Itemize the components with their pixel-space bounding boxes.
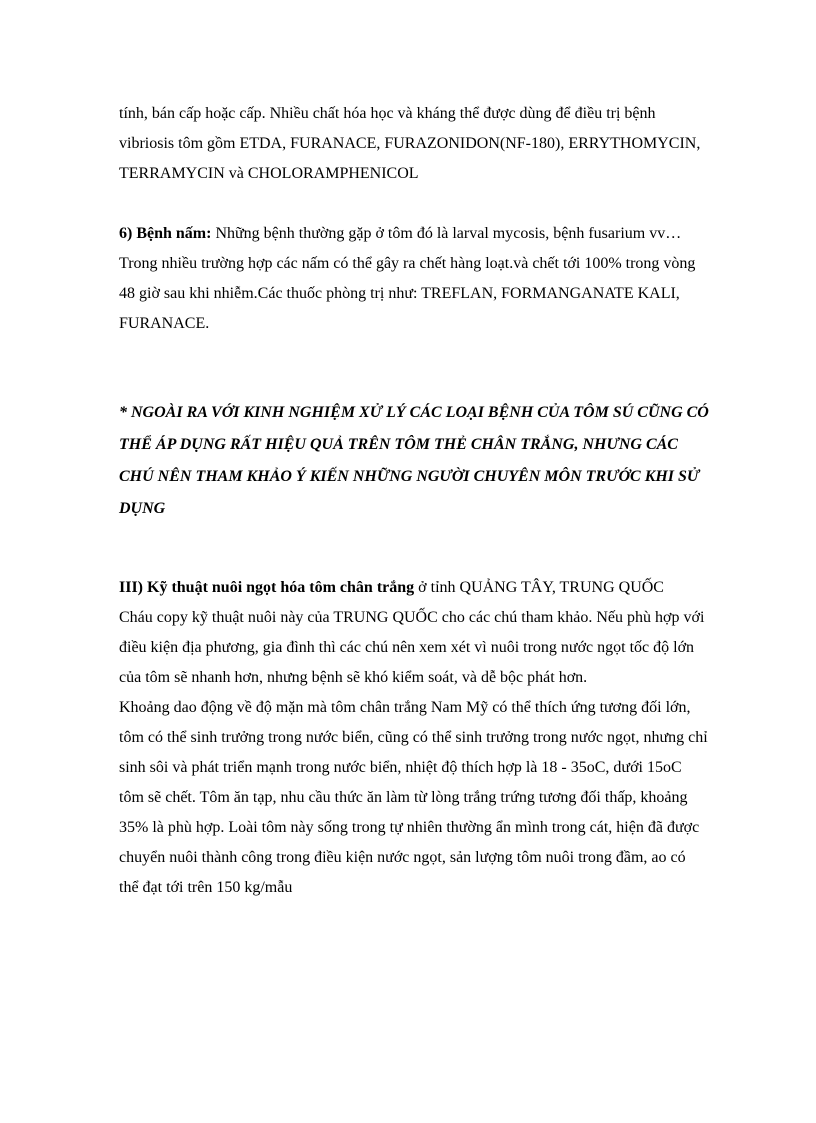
- section-3-title-rest: ở tỉnh QUẢNG TÂY, TRUNG QUỐC: [414, 579, 664, 596]
- section-3-title: III) Kỹ thuật nuôi ngọt hóa tôm chân trắng: [119, 579, 415, 596]
- note-paragraph: * NGOÀI RA VỚI KINH NGHIỆM XỬ LÝ CÁC LOẠI BỆNH CỦA TÔM SÚ CŨNG CÓ THỂ ÁP DỤNG RẤT HIỆU QUẢ TRÊN TÔM THẺ CHÂN TRẮNG, NHƯNG CÁC CHÚ NÊN THAM KHẢO Ý KIẾN NHỮNG NGƯỜI CHUYÊN MÔN TRƯỚC KHI SỬ DỤNG: [119, 404, 709, 517]
- spacer: [119, 525, 709, 573]
- spacer: [119, 189, 709, 219]
- section-3-paragraph-1: Cháu copy kỹ thuật nuôi này của TRUNG QUỐC cho các chú tham khảo. Nếu phù hợp với điều kiện địa phương, gia đình thì các chú nên xem xét vì nuôi trong nước ngọt tốc độ lớn của tôm sẽ nhanh hơn, nhưng bệnh sẽ khó kiểm soát, và dễ bộc phát hơn.: [119, 609, 705, 686]
- spacer: [119, 369, 709, 397]
- section-3-paragraph-2: Khoảng dao động về độ mặn mà tôm chân trắng Nam Mỹ có thể thích ứng tương đối lớn, tôm có thể sinh trưởng trong nước biển, cũng có thể sinh trưởng trong nước ngọt, nhưng chỉ sinh sôi và phát triển mạnh trong nước biển, nhiệt độ thích hợp là 18 - 35oC, dưới 15oC tôm sẽ chết. Tôm ăn tạp, nhu cầu thức ăn làm từ lòng trắng trứng tương đối thấp, khoảng 35% là phù hợp. Loài tôm này sống trong tự nhiên thường ẩn mình trong cát, hiện đã được chuyển nuôi thành công trong điều kiện nước ngọt, sản lượng tôm nuôi trong đầm, ao có thể đạt tới trên 150 kg/mẫu: [119, 699, 708, 896]
- fungal-disease-heading: 6) Bệnh nấm:: [119, 225, 212, 242]
- paragraph-fungal-disease: [119, 219, 709, 339]
- spacer: [119, 339, 709, 369]
- document-page: [119, 99, 709, 903]
- fungal-disease-text: Những bệnh thường gặp ở tôm đó là larval mycosis, bệnh fusarium vv…Trong nhiều trường hợp các nấm có thể gây ra chết hàng loạt.và chết tới 100% trong vòng 48 giờ sau khi nhiễm.Các thuốc phòng trị như: TREFLAN, FORMANGANATE KALI, FURANACE.: [119, 225, 696, 332]
- paragraph-vibriosis: tính, bán cấp hoặc cấp. Nhiều chất hóa học và kháng thể được dùng để điều trị bệnh vibriosis tôm gồm ETDA, FURANACE, FURAZONIDON(NF-180), ERRYTHOMYCIN, TERRAMYCIN và CHOLORAMPHENICOL: [119, 105, 701, 182]
- section-3-heading: [119, 573, 709, 603]
